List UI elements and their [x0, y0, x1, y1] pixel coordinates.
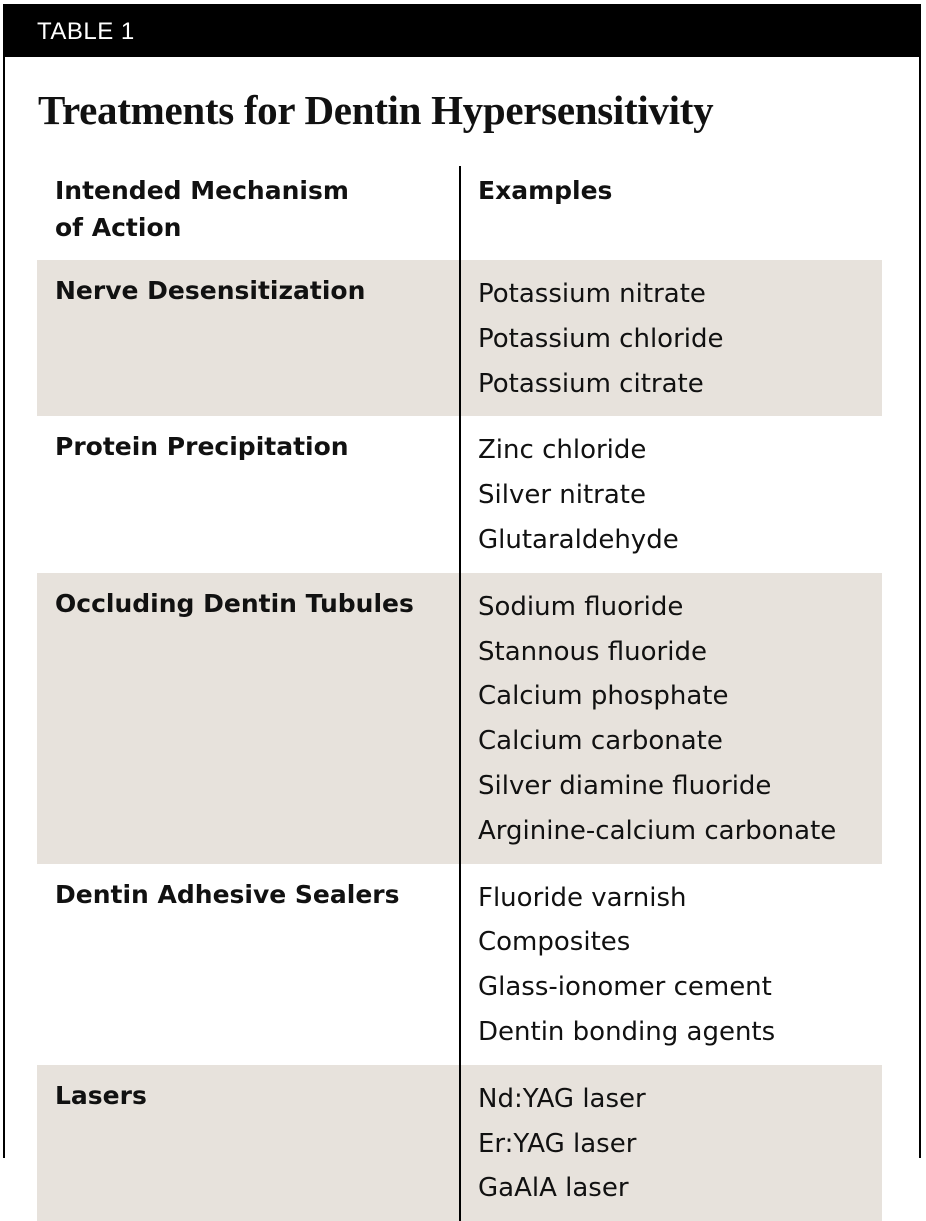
table-row: [37, 416, 882, 572]
mechanism-name: Lasers: [55, 1080, 147, 1110]
column-header-mechanism: [37, 166, 459, 260]
example-item: Glass-ionomer cement: [478, 972, 772, 1003]
column-header-examples: [459, 166, 882, 260]
table-title: Treatments for Dentin Hypersensitivity: [38, 87, 714, 133]
table-body: [37, 260, 882, 1221]
example-item: Nd:YAG laser: [478, 1083, 646, 1114]
table-number-label: TABLE 1: [37, 18, 135, 45]
column-header-mechanism-line1: Intended Mechanism: [55, 176, 349, 205]
mechanism-name: Nerve Desensitization: [55, 276, 366, 305]
example-item: Fluoride varnish: [478, 882, 687, 913]
examples-cell: [459, 864, 882, 1065]
mechanism-cell: [37, 573, 459, 864]
example-item: Arginine-calcium carbonate: [478, 815, 837, 846]
table-row: [37, 864, 882, 1065]
example-item: GaAlA laser: [478, 1173, 629, 1204]
column-header-examples-label: Examples: [478, 176, 613, 205]
examples-cell: [459, 260, 882, 416]
table-row: [37, 573, 882, 864]
table-row: [37, 260, 882, 416]
example-item: Potassium nitrate: [478, 279, 706, 309]
examples-cell: [459, 416, 882, 572]
treatments-table: [37, 166, 882, 1221]
example-item: Silver diamine fluoride: [478, 770, 772, 801]
examples-cell: [459, 1065, 882, 1221]
mechanism-cell: [37, 1065, 459, 1221]
example-item: Zinc chloride: [478, 435, 647, 466]
mechanism-cell: [37, 260, 459, 416]
example-item: Glutaraldehyde: [478, 524, 679, 555]
example-item: Calcium carbonate: [478, 726, 723, 757]
example-item: Dentin bonding agents: [478, 1016, 776, 1047]
mechanism-name: Protein Precipitation: [55, 432, 349, 462]
example-item: Silver nitrate: [478, 480, 646, 511]
example-item: Sodium fluoride: [478, 591, 684, 622]
mechanism-name: Occluding Dentin Tubules: [55, 588, 414, 618]
example-item: Potassium chloride: [478, 323, 724, 354]
mechanism-cell: [37, 416, 459, 572]
table-row: [37, 1065, 882, 1221]
mechanism-cell: [37, 864, 459, 1065]
table-header-row: [37, 166, 882, 260]
example-item: Potassium citrate: [478, 368, 704, 399]
examples-cell: [459, 573, 882, 864]
mechanism-name: Dentin Adhesive Sealers: [55, 879, 400, 909]
example-item: Stannous fluoride: [478, 636, 707, 667]
column-header-mechanism-line2: of Action: [55, 213, 182, 242]
example-item: Er:YAG laser: [478, 1128, 637, 1159]
example-item: Composites: [478, 927, 631, 958]
table-header-bar: [5, 4, 919, 57]
example-item: Calcium phosphate: [478, 681, 729, 712]
